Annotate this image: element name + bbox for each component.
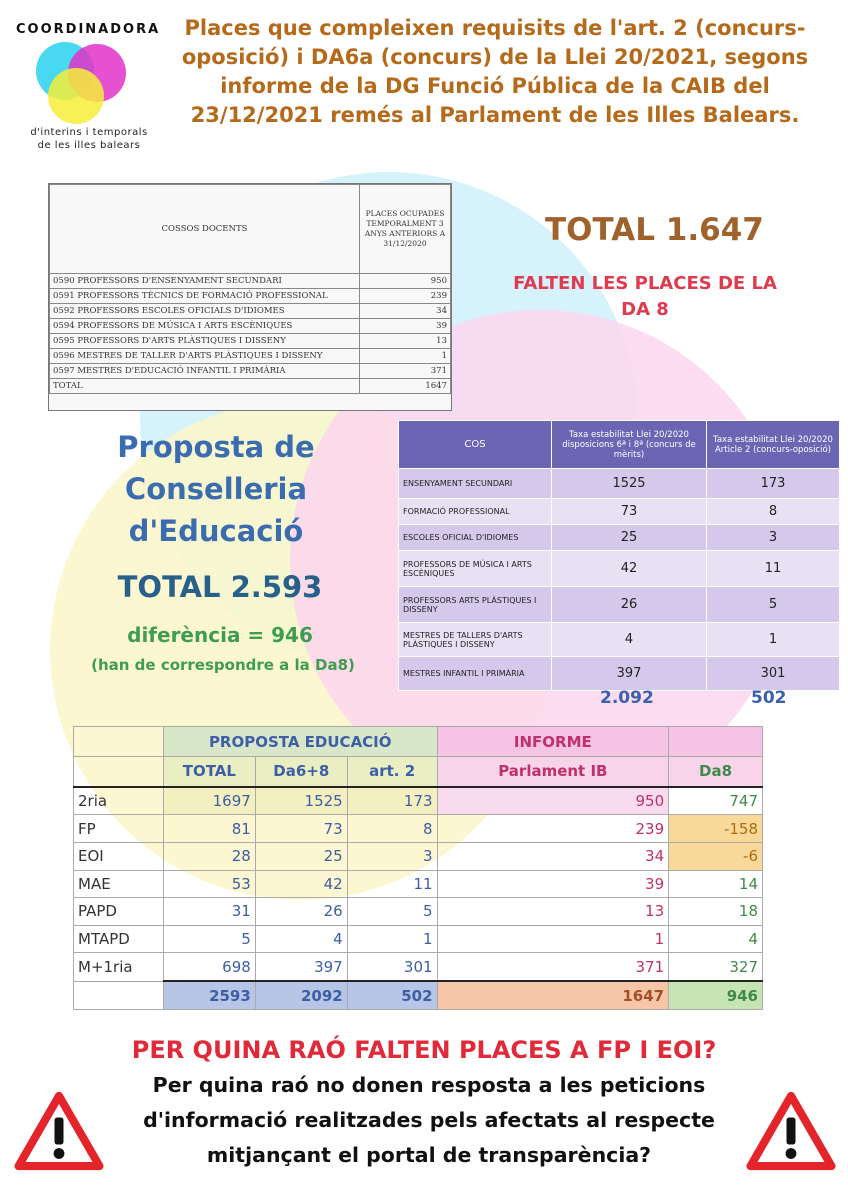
taxa-row-art2: 8 <box>707 499 840 525</box>
warning-triangle-icon <box>746 1086 836 1176</box>
group-informe: INFORME <box>437 727 669 757</box>
summary-cell-art2: 1 <box>347 925 437 953</box>
scan-row-label: 0591 PROFESSORS TÈCNICS DE FORMACIÓ PROFESSIONAL <box>50 289 360 304</box>
scan-row-label: 0590 PROFESSORS D'ENSENYAMENT SECUNDARI <box>50 274 360 289</box>
summary-row-label: M+1ria <box>74 953 164 981</box>
scan-row-value: 371 <box>360 364 451 379</box>
summary-cell-da8: 4 <box>669 925 763 953</box>
table-row <box>399 469 840 499</box>
summary-total-total: 2593 <box>163 981 255 1009</box>
scan-row-value: 34 <box>360 304 451 319</box>
taxa-row-label: ENSENYAMENT SECUNDARI <box>399 469 552 499</box>
taxa-header-da: Taxa estabilitat Llei 20/2020 disposicions 6ª i 8ª (concurs de mèrits) <box>552 421 707 469</box>
taxa-row-da: 26 <box>552 587 707 623</box>
summary-total-art2: 502 <box>347 981 437 1009</box>
summary-cell-da68: 397 <box>255 953 347 981</box>
question-transparencia: Per quina raó no donen resposta a les peticions d'informació realitzades pels afectats al respecte mitjançant el portal de transparència? <box>143 1073 715 1167</box>
taxa-header-cos: COS <box>399 421 552 469</box>
scan-header-places: PLACES OCUPADES TEMPORALMENT 3 ANYS ANTERIORS A 31/12/2020 <box>360 185 451 274</box>
table-row <box>74 925 763 953</box>
taxa-row-label: PROFESSORS DE MÚSICA I ARTS ESCÈNIQUES <box>399 551 552 587</box>
logo-mark <box>36 42 132 126</box>
summary-corner <box>74 727 164 757</box>
scan-row-value: 1647 <box>360 379 451 394</box>
scan-row-label: 0592 PROFESSORS ESCOLES OFICIALS D'IDIOMES <box>50 304 360 319</box>
summary-cell-art2: 5 <box>347 898 437 926</box>
table-row <box>399 587 840 623</box>
taxa-row-art2: 5 <box>707 587 840 623</box>
summary-cell-art2: 11 <box>347 870 437 898</box>
summary-cell-da68: 73 <box>255 815 347 843</box>
taxa-row-da: 42 <box>552 551 707 587</box>
summary-cell-parlament: 13 <box>437 898 669 926</box>
scan-row-label: TOTAL <box>50 379 360 394</box>
scan-row-label: 0597 MESTRES D'EDUCACIÓ INFANTIL I PRIMÀRIA <box>50 364 360 379</box>
summary-cell-da8: 14 <box>669 870 763 898</box>
taxa-header-art2: Taxa estabilitat Llei 20/2020 Article 2 (concurs-oposició) <box>707 421 840 469</box>
summary-cell-total: 31 <box>163 898 255 926</box>
taxa-row-art2: 1 <box>707 623 840 657</box>
question-fp-eoi: PER QUINA RAÓ FALTEN PLACES A FP I EOI? <box>131 1036 717 1064</box>
summary-cell-da68: 25 <box>255 842 347 870</box>
summary-cell-parlament: 34 <box>437 842 669 870</box>
total-informe: TOTAL 1.647 <box>545 212 764 248</box>
summary-cell-da8: 18 <box>669 898 763 926</box>
scan-row-value: 13 <box>360 334 451 349</box>
scan-row-value: 239 <box>360 289 451 304</box>
summary-cell-parlament: 39 <box>437 870 669 898</box>
summary-cell-da8: 747 <box>669 787 763 815</box>
taxa-row-label: MESTRES DE TALLERS D'ARTS PLÀSTIQUES I DISSENY <box>399 623 552 657</box>
scan-row-label: 0595 PROFESSORS D'ARTS PLÀSTIQUES I DISSENY <box>50 334 360 349</box>
header-art2: art. 2 <box>347 757 437 787</box>
summary-cell-da68: 1525 <box>255 787 347 815</box>
group-proposta: PROPOSTA EDUCACIÓ <box>163 727 437 757</box>
summary-cell-art2: 301 <box>347 953 437 981</box>
table-row <box>399 525 840 551</box>
header-parlament: Parlament IB <box>437 757 669 787</box>
summary-cell-parlament: 371 <box>437 953 669 981</box>
table-row <box>74 815 763 843</box>
table-row <box>74 870 763 898</box>
scanned-table <box>48 183 452 411</box>
summary-total-da68: 2092 <box>255 981 347 1009</box>
taxa-row-label: PROFESSORS ARTS PLÀSTIQUES I DISSENY <box>399 587 552 623</box>
scan-header-cos: COSSOS DOCENTS <box>50 185 360 274</box>
diferencia-note: (han de correspondre a la Da8) <box>91 656 355 674</box>
summary-total-parlament: 1647 <box>437 981 669 1009</box>
summary-cell-da68: 42 <box>255 870 347 898</box>
proposta-total: TOTAL 2.593 <box>117 570 323 604</box>
summary-row-label: MTAPD <box>74 925 164 953</box>
summary-table <box>73 726 763 1010</box>
scan-row-value: 950 <box>360 274 451 289</box>
header-da68: Da6+8 <box>255 757 347 787</box>
page-title: Places que compleixen requisits de l'art. 2 (concurs-oposició) i DA6a (concurs) de la Llei 20/2021, segons informe de la DG Funció Pública de la CAIB del 23/12/2021 remés al Parlament de les Illes Balears. <box>181 16 809 127</box>
header-da8: Da8 <box>669 757 763 787</box>
taxa-row-art2: 301 <box>707 657 840 691</box>
summary-row-label: FP <box>74 815 164 843</box>
summary-cell-da68: 4 <box>255 925 347 953</box>
taxa-row-label: MESTRES INFANTIL I PRIMÀRIA <box>399 657 552 691</box>
summary-cell-total: 28 <box>163 842 255 870</box>
table-row <box>74 898 763 926</box>
table-row <box>50 349 451 364</box>
warning-triangle-icon <box>14 1086 104 1176</box>
summary-cell-art2: 8 <box>347 815 437 843</box>
table-row <box>74 787 763 815</box>
summary-total-da8: 946 <box>669 981 763 1009</box>
table-row <box>50 379 451 394</box>
summary-cell-parlament: 950 <box>437 787 669 815</box>
taxa-row-da: 25 <box>552 525 707 551</box>
table-row <box>50 334 451 349</box>
diferencia: diferència = 946 <box>127 623 313 647</box>
proposta-title: Proposta de Conselleria d'Educació <box>117 430 315 548</box>
summary-total-empty <box>74 981 164 1009</box>
summary-cell-art2: 173 <box>347 787 437 815</box>
summary-cell-da68: 26 <box>255 898 347 926</box>
taxa-row-da: 4 <box>552 623 707 657</box>
table-row <box>50 319 451 334</box>
taxa-row-art2: 3 <box>707 525 840 551</box>
logo-subtitle: d'interins i temporals de les illes balears <box>30 127 148 151</box>
table-row <box>74 953 763 981</box>
summary-row-label: EOI <box>74 842 164 870</box>
taxa-row-da: 397 <box>552 657 707 691</box>
table-row <box>50 304 451 319</box>
table-row <box>399 499 840 525</box>
taxa-row-art2: 173 <box>707 469 840 499</box>
summary-cell-total: 5 <box>163 925 255 953</box>
group-empty <box>669 727 763 757</box>
summary-cell-parlament: 239 <box>437 815 669 843</box>
table-row <box>50 274 451 289</box>
falten-note: FALTEN LES PLACES DE LA DA 8 <box>513 273 777 320</box>
table-row <box>50 364 451 379</box>
table-row <box>399 551 840 587</box>
table-row <box>399 623 840 657</box>
taxa-row-label: ESCOLES OFICIAL D'IDIOMES <box>399 525 552 551</box>
taxa-row-art2: 11 <box>707 551 840 587</box>
summary-cell-da8: 327 <box>669 953 763 981</box>
taxa-table <box>398 420 840 691</box>
table-row <box>399 657 840 691</box>
table-row-totals <box>74 981 763 1009</box>
summary-cell-total: 53 <box>163 870 255 898</box>
scan-row-value: 39 <box>360 319 451 334</box>
summary-cell-total: 698 <box>163 953 255 981</box>
summary-cell-total: 81 <box>163 815 255 843</box>
summary-row-label: MAE <box>74 870 164 898</box>
table-row <box>50 289 451 304</box>
taxa-row-da: 1525 <box>552 469 707 499</box>
scan-row-label: 0596 MESTRES DE TALLER D'ARTS PLÀSTIQUES I DISSENY <box>50 349 360 364</box>
taxa-sum-da: 2.092 <box>600 688 654 708</box>
summary-cell-art2: 3 <box>347 842 437 870</box>
summary-cell-da8: -6 <box>669 842 763 870</box>
header-total: TOTAL <box>163 757 255 787</box>
logo-title: COORDINADORA <box>16 22 161 37</box>
summary-cell-da8: -158 <box>669 815 763 843</box>
scan-row-value: 1 <box>360 349 451 364</box>
summary-cell-total: 1697 <box>163 787 255 815</box>
taxa-row-label: FORMACIÓ PROFESSIONAL <box>399 499 552 525</box>
summary-row-label: 2ria <box>74 787 164 815</box>
table-row <box>74 842 763 870</box>
summary-cell-parlament: 1 <box>437 925 669 953</box>
header-empty <box>74 757 164 787</box>
taxa-sum-art2: 502 <box>751 688 787 708</box>
taxa-row-da: 73 <box>552 499 707 525</box>
summary-row-label: PAPD <box>74 898 164 926</box>
scan-row-label: 0594 PROFESSORS DE MÚSICA I ARTS ESCÈNIQUES <box>50 319 360 334</box>
